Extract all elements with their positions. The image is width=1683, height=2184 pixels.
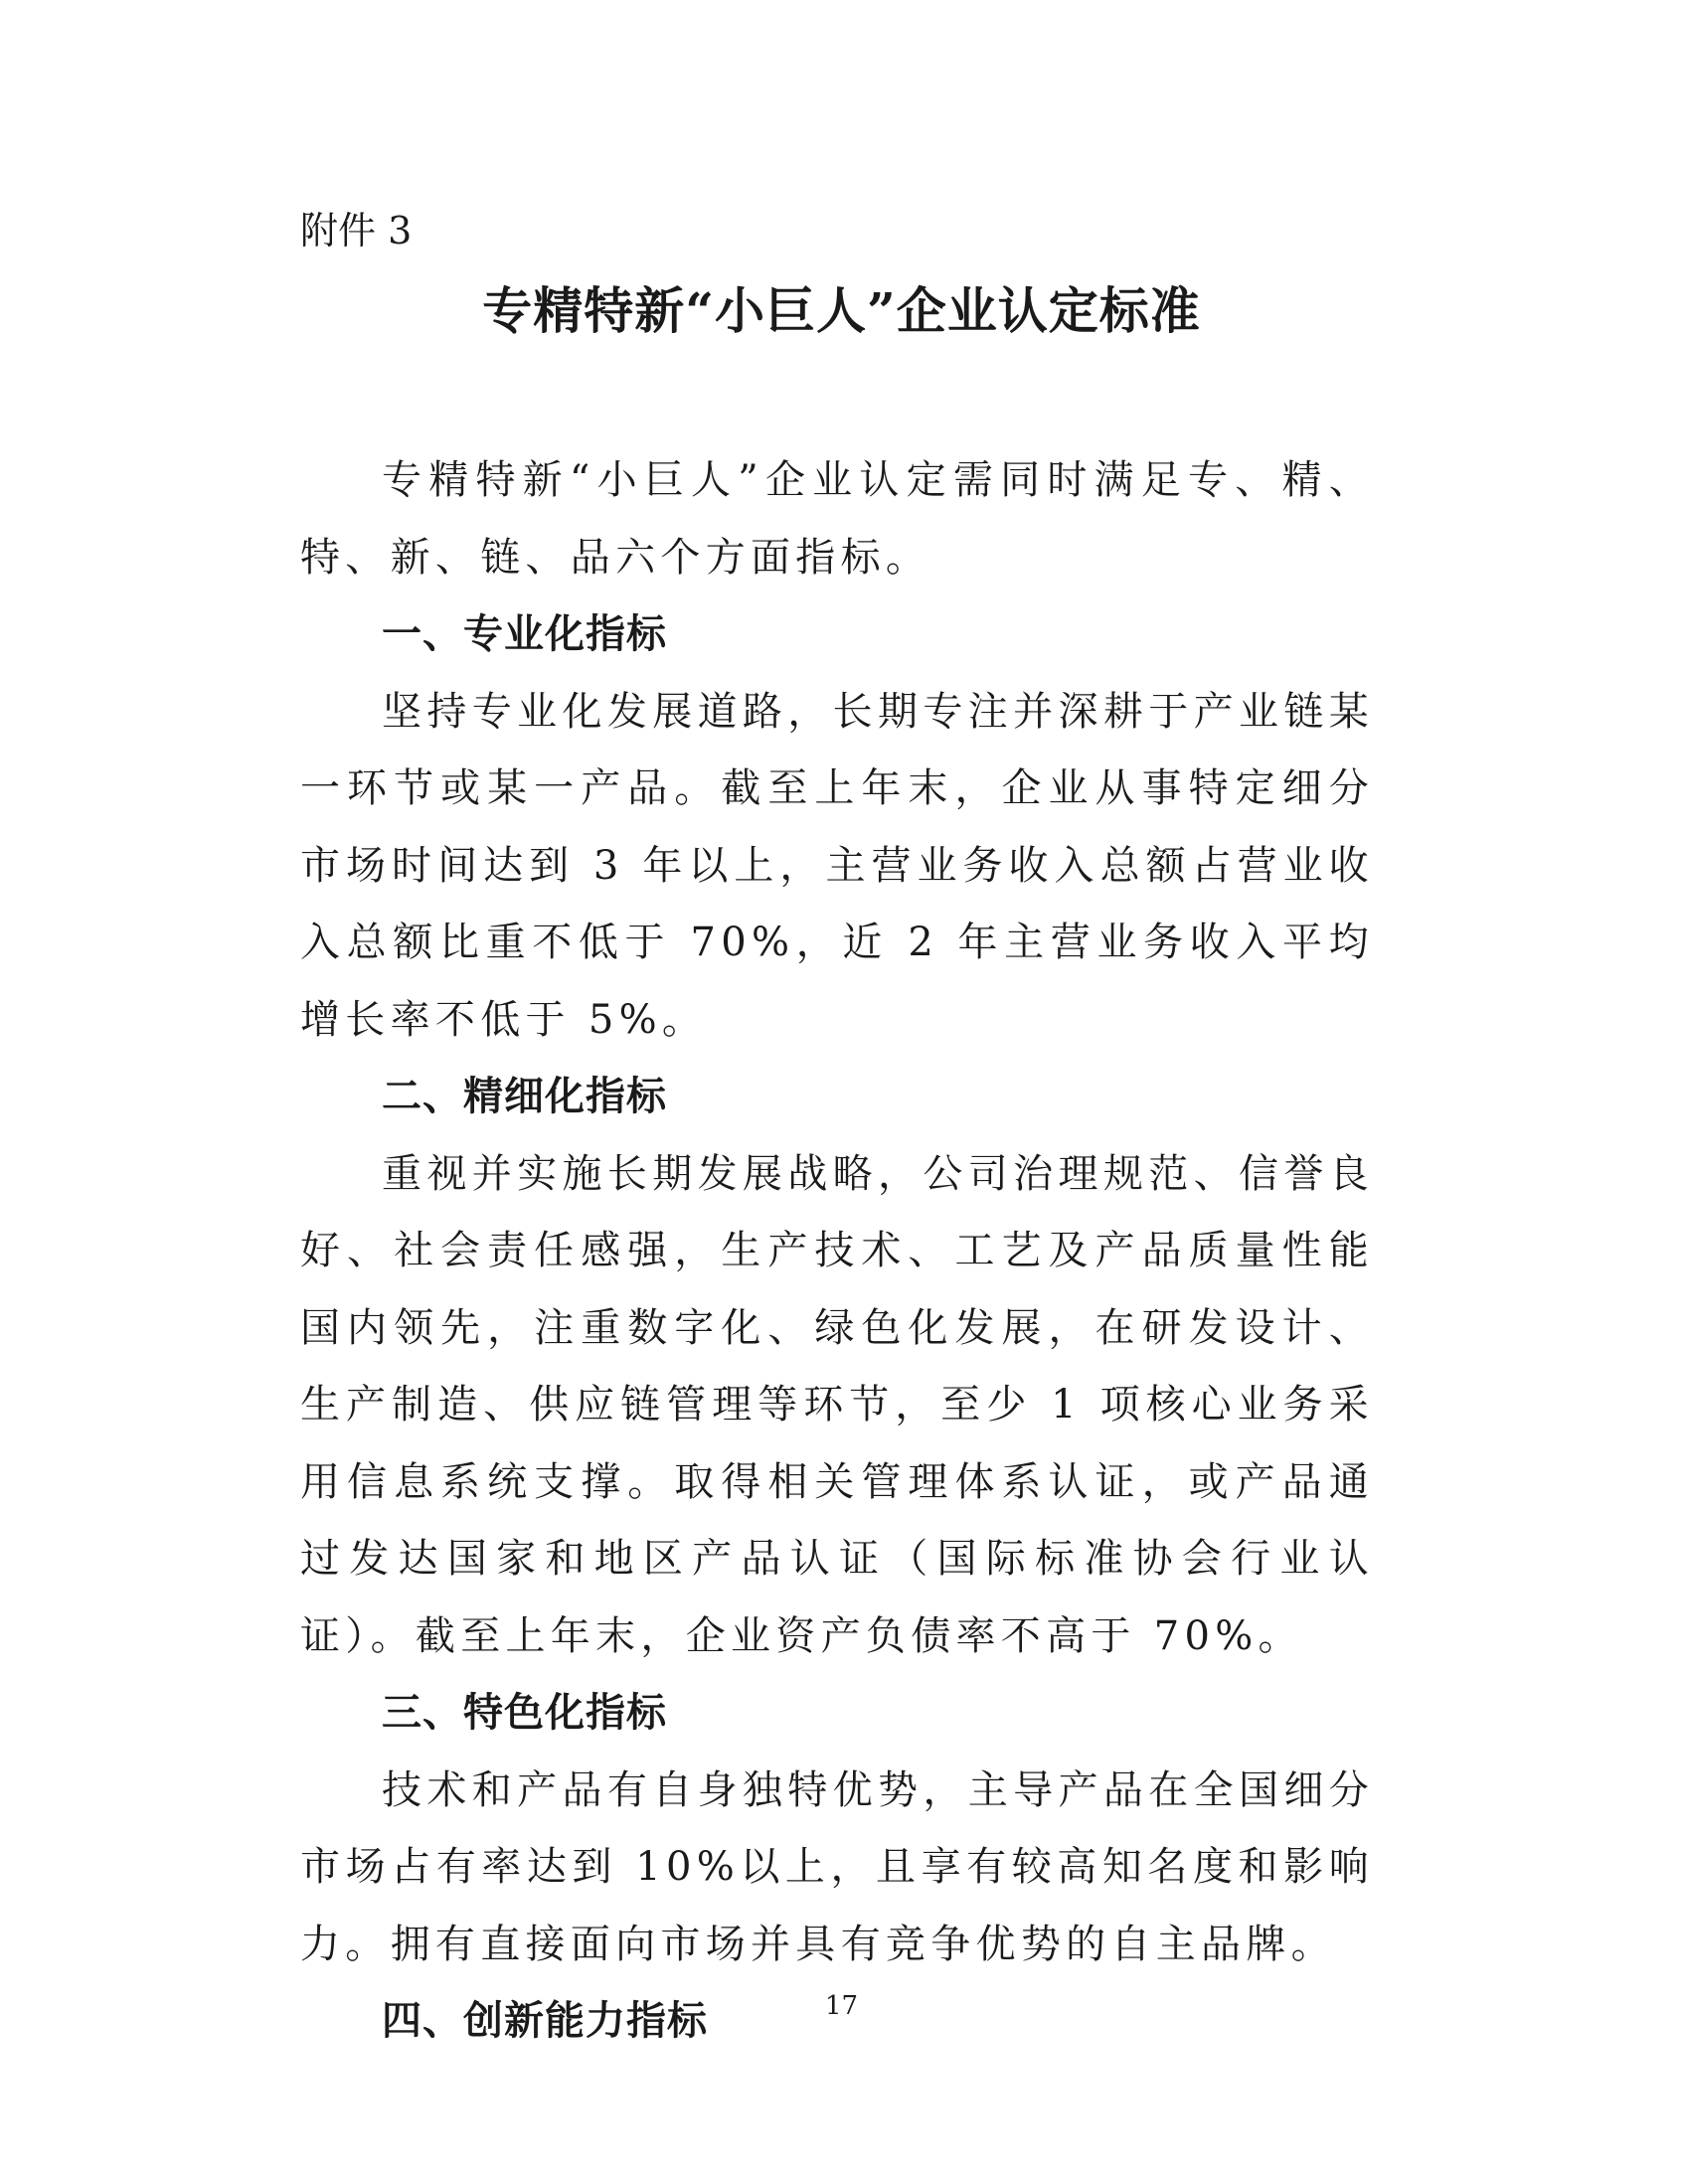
section-heading-characteristics: 三、特色化指标 xyxy=(382,1690,667,1736)
section-heading-innovation: 四、创新能力指标 xyxy=(382,1998,708,2044)
document-title: 专精特新“小巨人”企业认定标准 xyxy=(482,281,1201,340)
page-number: 17 xyxy=(824,1991,859,2021)
section-text-characteristics: 技术和产品有自身独特优势，主导产品在全国细分市场占有率达到 10%以上，且享有较高知名度和影响力。拥有直接面向市场并具有竞争优势的自主品牌。 xyxy=(300,1766,1374,1967)
section-heading-specialization: 一、专业化指标 xyxy=(382,611,667,657)
attachment-label: 附件 3 xyxy=(300,209,413,252)
section-heading-refinement: 二、精细化指标 xyxy=(382,1074,667,1119)
section-text-refinement: 重视并实施长期发展战略，公司治理规范、信誉良好、社会责任感强，生产技术、工艺及产品质量性能国内领先，注重数字化、绿色化发展，在研发设计、生产制造、供应链管理等环节，至少 1 项核心业务采用信息系统支撑。取得相关管理体系认证，或产品通过发达国家和地区产品认证（国际标准协会行业认证）。截至上年末，企业资产负债率不高于 70%。 xyxy=(300,1150,1374,1659)
document-body xyxy=(300,442,1374,2061)
intro-paragraph: 专精特新“小巨人”企业认定需同时满足专、精、特、新、链、品六个方面指标。 xyxy=(300,457,1374,581)
section-text-specialization: 坚持专业化发展道路，长期专注并深耕于产业链某一环节或某一产品。截至上年末，企业从事特定细分市场时间达到 3 年以上，主营业务收入总额占营业收入总额比重不低于 70%，近 2 年主营业务收入平均增长率不低于 5%。 xyxy=(300,688,1374,1043)
